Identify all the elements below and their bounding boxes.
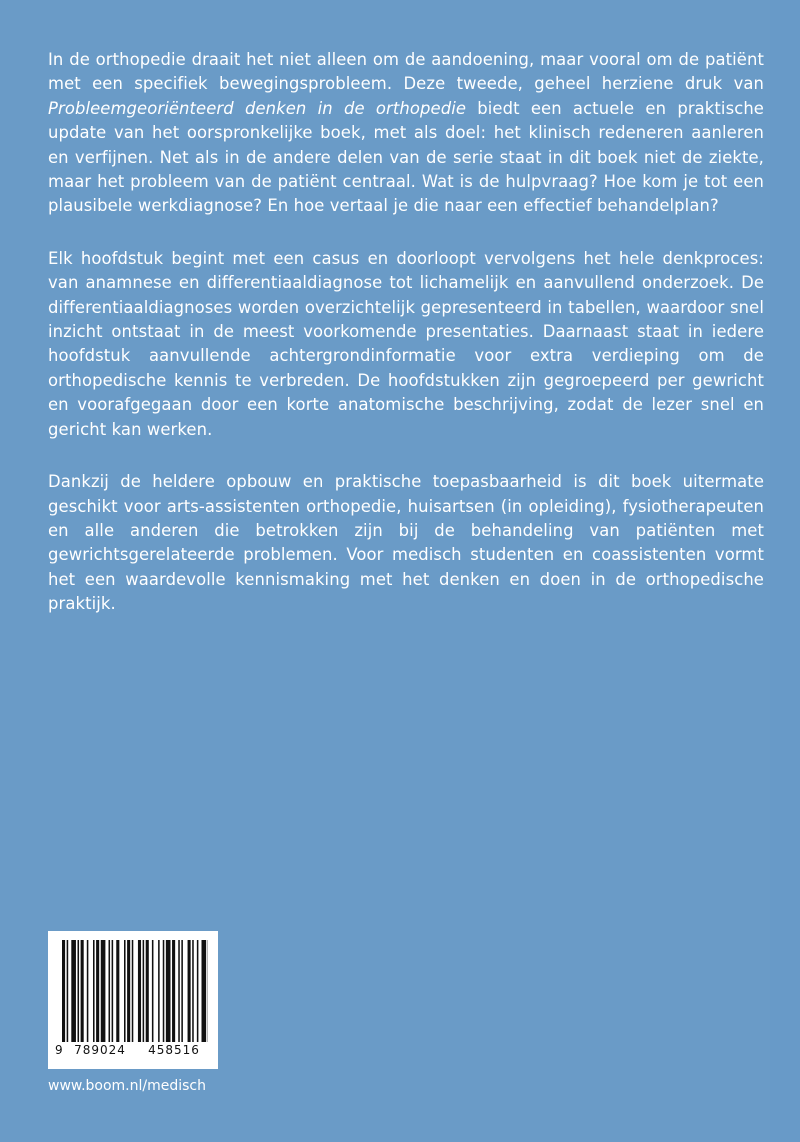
barcode-bar — [67, 940, 69, 1042]
blurb-paragraph-2: Elk hoofdstuk begint met een casus en doorloopt vervolgens het hele denkproces: van anamnese en differentiaaldiagnose tot lichamelijk en aanvullend onderzoek. De differentiaaldiagnoses worden overzichtelijk gepresenteerd in tabellen, waardoor snel inzicht ontstaat in de meest voorkomende presentaties. Daarnaast staat in iedere hoofdstuk aanvullende achtergrondinformatie voor extra verdieping om de orthopedische kennis te verbreden. De hoofdstukken zijn gegroepeerd per gewricht en voorafgegaan door een korte anatomische beschrijving, zodat de lezer snel en gericht kan werken. — [48, 248, 764, 439]
barcode-bar — [96, 940, 99, 1042]
barcode-bar — [87, 940, 89, 1042]
paragraph-1-rest: biedt een actuele en praktische update van het oorspronkelijke boek, met als doel: het klinisch redeneren aanleren en verfijnen. Net als in de andere delen van de serie staat in dit boek niet de ziekte, maar het probleem van de patiënt centraal. Wat is de hulpvraag? Hoe kom je tot een plausibele werkdiagnose? En hoe vertaal je die naar een effectief behandelplan? — [48, 98, 764, 216]
cover-edge-strip — [770, 0, 800, 1142]
barcode-bar — [146, 940, 149, 1042]
barcode-bar — [116, 940, 119, 1042]
isbn-left-digits: 789024 — [74, 1043, 126, 1057]
barcode-bar — [197, 940, 199, 1042]
isbn-first-digit: 9 — [55, 1043, 63, 1057]
barcode-bar — [181, 940, 183, 1042]
barcode-bar — [163, 940, 165, 1042]
barcode-bar — [78, 940, 80, 1042]
barcode-bar — [127, 940, 130, 1042]
barcode-bar — [158, 940, 160, 1042]
publisher-website: www.boom.nl/medisch — [48, 1078, 206, 1094]
book-title-italic: Probleemgeoriënteerd denken in de orthopedie — [48, 98, 467, 118]
paragraph-1-intro: In de orthopedie draait het niet alleen om de aandoening, maar vooral om de patiënt met een specifiek bewegingsprobleem. Deze tweede, geheel herziene druk van — [48, 50, 764, 94]
barcode-bar — [112, 940, 114, 1042]
barcode-bar — [109, 940, 111, 1042]
barcode-bar — [192, 940, 194, 1042]
barcode-bar — [152, 940, 154, 1042]
barcode-bar — [202, 940, 207, 1042]
barcode-bar — [93, 940, 95, 1042]
barcode-bar — [138, 940, 141, 1042]
barcode-bars — [62, 940, 208, 1042]
barcode-bar — [71, 940, 76, 1042]
barcode-bar — [62, 940, 65, 1042]
barcode-bar — [188, 940, 191, 1042]
barcode-bar — [132, 940, 134, 1042]
barcode-bar — [166, 940, 171, 1042]
isbn-right-digits: 458516 — [148, 1043, 200, 1057]
blurb-text — [48, 48, 764, 645]
barcode-bar — [101, 940, 106, 1042]
barcode-bar — [143, 940, 145, 1042]
blurb-paragraph-3: Dankzij de heldere opbouw en praktische toepasbaarheid is dit boek uitermate geschikt voor arts-assistenten orthopedie, huisartsen (in opleiding), fysiotherapeuten en alle anderen die betrokken zijn bij de behandeling van patiënten met gewrichtsgerelateerde problemen. Voor medisch studenten en coassistenten vormt het een waardevolle kennismaking met het denken en doen in de orthopedische praktijk. — [48, 472, 764, 614]
isbn-barcode — [48, 931, 218, 1069]
barcode-bar — [172, 940, 175, 1042]
barcode-bar — [81, 940, 84, 1042]
blurb-paragraph-1 — [48, 48, 764, 219]
barcode-bar — [124, 940, 126, 1042]
barcode-bar — [178, 940, 180, 1042]
